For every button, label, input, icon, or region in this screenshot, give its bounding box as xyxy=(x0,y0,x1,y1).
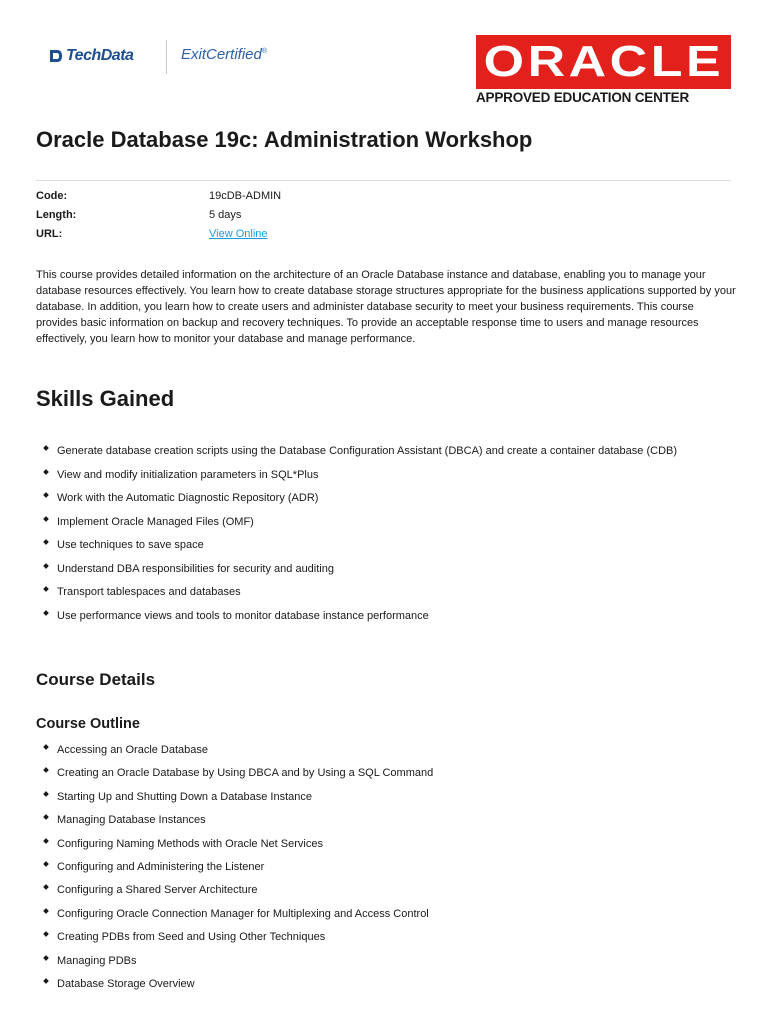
list-item: Accessing an Oracle Database xyxy=(44,739,734,762)
course-details-heading: Course Details xyxy=(36,670,156,689)
list-item: Use performance views and tools to monitor database instance performance xyxy=(44,605,734,629)
outline-list xyxy=(44,739,734,996)
list-item: View and modify initialization parameters in SQL*Plus xyxy=(44,464,734,488)
list-item: Creating an Oracle Database by Using DBCA and by Using a SQL Command xyxy=(44,762,734,785)
exitcertified-logo xyxy=(181,46,267,63)
course-description: This course provides detailed information on the architecture of an Oracle Database instance and database, enabling you to manage your database resources effectively. You learn how to create database storage structures appropriate for the business applications supported by your database. In addition, you learn how to create users and administer database security to meet your business requirements. This course provides basic information on backup and recovery techniques. To provide an acceptable response time to users and manage resources effectively, you learn how to monitor your database and manage performance. xyxy=(36,269,736,345)
logo-divider xyxy=(166,40,167,74)
exitcertified-logo-text: ExitCertified xyxy=(181,46,262,63)
skills-heading: Skills Gained xyxy=(36,386,175,411)
list-item: Generate database creation scripts using the Database Configuration Assistant (DBCA) and create a container database (CDB) xyxy=(44,440,734,464)
techdata-logo xyxy=(48,44,133,68)
oracle-logo xyxy=(476,35,731,89)
list-item: Implement Oracle Managed Files (OMF) xyxy=(44,511,734,535)
list-item: Configuring and Administering the Listener xyxy=(44,856,734,879)
meta-key: URL: xyxy=(36,228,63,240)
list-item: Configuring a Shared Server Architecture xyxy=(44,879,734,902)
course-outline-heading: Course Outline xyxy=(36,716,140,732)
registered-icon: ® xyxy=(261,48,268,55)
oracle-logo-text: ORACLE xyxy=(483,37,724,86)
list-item: Work with the Automatic Diagnostic Repository (ADR) xyxy=(44,487,734,511)
techdata-mark-icon xyxy=(48,48,64,64)
meta-key: Length: xyxy=(36,209,77,221)
list-item: Creating PDBs from Seed and Using Other Techniques xyxy=(44,926,734,949)
meta-row-code xyxy=(36,190,281,208)
oracle-subtitle: APPROVED EDUCATION CENTER xyxy=(476,90,690,105)
list-item: Configuring Oracle Connection Manager for Multiplexing and Access Control xyxy=(44,903,734,926)
title-divider xyxy=(36,180,731,181)
list-item: Use techniques to save space xyxy=(44,534,734,558)
list-item: Starting Up and Shutting Down a Database Instance xyxy=(44,786,734,809)
skills-list xyxy=(44,440,734,628)
list-item: Managing Database Instances xyxy=(44,809,734,832)
list-item: Configuring Naming Methods with Oracle Net Services xyxy=(44,833,734,856)
meta-key: Code: xyxy=(36,190,68,202)
list-item: Transport tablespaces and databases xyxy=(44,581,734,605)
view-online-link[interactable]: View Online xyxy=(209,228,268,240)
list-item: Database Storage Overview xyxy=(44,973,734,996)
meta-row-length xyxy=(36,209,241,227)
course-title: Oracle Database 19c: Administration Workshop xyxy=(36,127,533,152)
meta-value: 5 days xyxy=(209,209,242,221)
meta-row-url xyxy=(36,228,268,246)
meta-value: 19cDB-ADMIN xyxy=(209,190,282,202)
list-item: Managing PDBs xyxy=(44,950,734,973)
list-item: Understand DBA responsibilities for security and auditing xyxy=(44,558,734,582)
techdata-logo-text: TechData xyxy=(66,47,134,64)
